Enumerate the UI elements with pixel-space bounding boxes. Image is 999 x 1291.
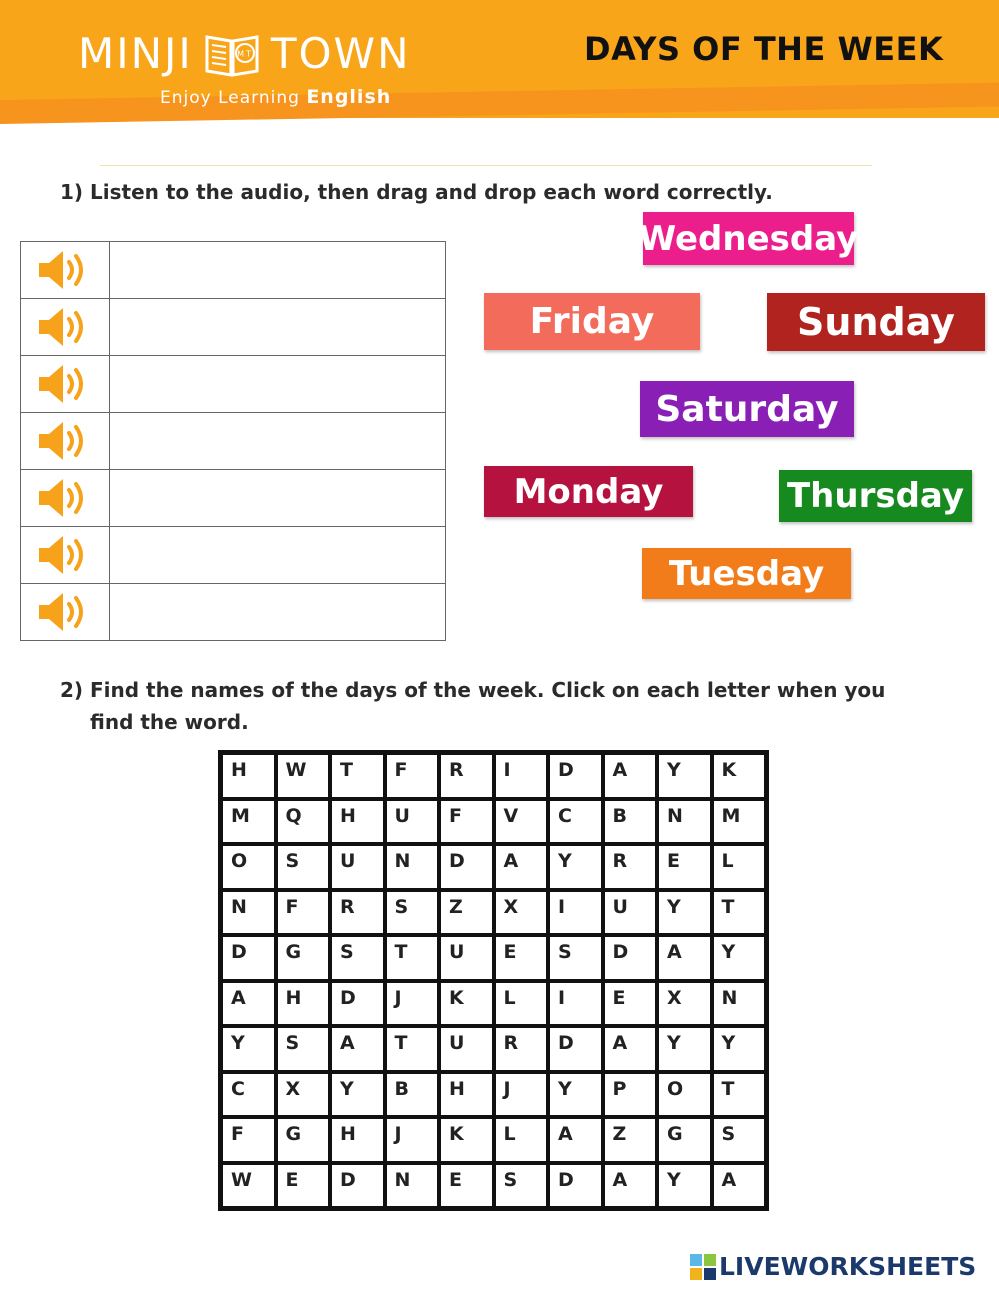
grid-cell[interactable]: U (439, 935, 494, 981)
speaker-icon[interactable] (21, 242, 110, 298)
audio-row (21, 413, 445, 470)
question-2-line2: find the word. (90, 710, 249, 734)
grid-cell[interactable]: A (494, 844, 549, 890)
grid-cell[interactable]: S (330, 935, 385, 981)
grid-cell[interactable]: J (385, 981, 440, 1027)
answer-drop-zone[interactable] (110, 413, 445, 469)
grid-cell[interactable]: E (439, 1163, 494, 1209)
grid-cell[interactable]: Y (657, 1026, 712, 1072)
grid-cell[interactable]: B (603, 799, 658, 845)
speaker-icon[interactable] (21, 584, 110, 640)
grid-cell[interactable]: D (439, 844, 494, 890)
grid-cell[interactable]: Z (603, 1117, 658, 1163)
grid-cell[interactable]: H (439, 1072, 494, 1118)
grid-cell[interactable]: E (603, 981, 658, 1027)
grid-cell[interactable]: D (330, 1163, 385, 1209)
grid-cell[interactable]: S (712, 1117, 767, 1163)
grid-cell[interactable]: U (330, 844, 385, 890)
speaker-icon[interactable] (21, 470, 110, 526)
question-1-text: 1) Listen to the audio, then drag and drop each word correctly. (60, 180, 773, 204)
liveworksheets-text: LIVEWORKSHEETS (719, 1252, 977, 1281)
grid-cell[interactable]: D (548, 1026, 603, 1072)
grid-cell[interactable]: A (712, 1163, 767, 1209)
grid-cell[interactable]: T (385, 935, 440, 981)
grid-cell[interactable]: N (657, 799, 712, 845)
grid-cell[interactable]: R (330, 890, 385, 936)
grid-cell[interactable]: H (330, 1117, 385, 1163)
grid-cell[interactable]: O (221, 844, 276, 890)
grid-cell[interactable]: S (494, 1163, 549, 1209)
grid-cell[interactable]: Y (657, 753, 712, 799)
tagline (160, 86, 391, 108)
word-tile-saturday[interactable]: Saturday (640, 381, 854, 437)
grid-cell[interactable]: Y (712, 1026, 767, 1072)
word-tile-friday[interactable]: Friday (484, 293, 700, 350)
grid-cell[interactable]: F (276, 890, 331, 936)
grid-cell[interactable]: A (603, 1026, 658, 1072)
speaker-icon[interactable] (21, 527, 110, 583)
answer-drop-zone[interactable] (110, 527, 445, 583)
grid-cell[interactable]: X (276, 1072, 331, 1118)
grid-cell[interactable]: U (439, 1026, 494, 1072)
grid-cell[interactable]: S (548, 935, 603, 981)
grid-cell[interactable]: C (221, 1072, 276, 1118)
grid-cell[interactable]: C (548, 799, 603, 845)
grid-cell[interactable]: A (603, 753, 658, 799)
answer-drop-zone[interactable] (110, 242, 445, 298)
grid-cell[interactable]: H (330, 799, 385, 845)
grid-cell[interactable]: E (494, 935, 549, 981)
answer-drop-zone[interactable] (110, 584, 445, 640)
page-title: DAYS OF THE WEEK (584, 30, 944, 68)
grid-cell[interactable]: B (385, 1072, 440, 1118)
grid-cell[interactable]: Y (657, 890, 712, 936)
grid-cell[interactable]: G (276, 1117, 331, 1163)
grid-cell[interactable]: F (221, 1117, 276, 1163)
grid-cell[interactable]: S (276, 844, 331, 890)
grid-cell[interactable]: A (548, 1117, 603, 1163)
grid-cell[interactable]: K (439, 981, 494, 1027)
grid-cell[interactable]: E (276, 1163, 331, 1209)
grid-cell[interactable]: L (494, 1117, 549, 1163)
grid-cell[interactable]: P (603, 1072, 658, 1118)
grid-cell[interactable]: A (603, 1163, 658, 1209)
grid-cell[interactable]: N (712, 981, 767, 1027)
grid-cell[interactable]: D (221, 935, 276, 981)
grid-cell[interactable]: U (385, 799, 440, 845)
grid-cell[interactable]: Y (712, 935, 767, 981)
grid-cell[interactable]: Y (330, 1072, 385, 1118)
answer-drop-zone[interactable] (110, 299, 445, 355)
grid-cell[interactable]: Y (657, 1163, 712, 1209)
grid-cell[interactable]: T (712, 1072, 767, 1118)
audio-row (21, 470, 445, 527)
brand-word-left: MINJI (78, 28, 193, 78)
grid-cell[interactable]: D (548, 753, 603, 799)
speaker-icon[interactable] (21, 299, 110, 355)
audio-row (21, 356, 445, 413)
book-badge-text: MT (236, 49, 253, 59)
grid-cell[interactable]: N (385, 844, 440, 890)
audio-row (21, 527, 445, 584)
grid-cell[interactable]: N (221, 890, 276, 936)
grid-cell[interactable]: D (603, 935, 658, 981)
book-icon (203, 29, 261, 77)
answer-drop-zone[interactable] (110, 470, 445, 526)
grid-cell[interactable]: T (385, 1026, 440, 1072)
answer-drop-zone[interactable] (110, 356, 445, 412)
word-search-grid (218, 750, 769, 1211)
grid-cell[interactable]: S (276, 1026, 331, 1072)
grid-cell[interactable]: L (494, 981, 549, 1027)
audio-row (21, 584, 445, 640)
word-tile-wednesday[interactable]: Wednesday (643, 212, 854, 265)
tagline-prefix: Enjoy Learning (160, 88, 300, 108)
grid-cell[interactable]: Z (439, 890, 494, 936)
grid-cell[interactable]: A (657, 935, 712, 981)
speaker-icon[interactable] (21, 413, 110, 469)
grid-cell[interactable]: G (276, 935, 331, 981)
grid-cell[interactable]: J (385, 1117, 440, 1163)
grid-cell[interactable]: M (221, 799, 276, 845)
liveworksheets-logo (690, 1252, 976, 1281)
grid-cell[interactable]: K (712, 753, 767, 799)
grid-cell[interactable]: R (439, 753, 494, 799)
grid-cell[interactable]: X (494, 890, 549, 936)
grid-cell[interactable]: T (330, 753, 385, 799)
grid-cell[interactable]: O (657, 1072, 712, 1118)
grid-cell[interactable]: R (494, 1026, 549, 1072)
grid-cell[interactable]: U (603, 890, 658, 936)
grid-cell[interactable]: F (439, 799, 494, 845)
grid-cell[interactable]: T (712, 890, 767, 936)
grid-cell[interactable]: Y (548, 1072, 603, 1118)
grid-cell[interactable]: W (276, 753, 331, 799)
grid-cell[interactable]: D (548, 1163, 603, 1209)
divider (100, 165, 872, 166)
speaker-icon[interactable] (21, 356, 110, 412)
grid-cell[interactable]: D (330, 981, 385, 1027)
grid-cell[interactable]: F (385, 753, 440, 799)
grid-cell[interactable]: A (330, 1026, 385, 1072)
audio-answer-table (20, 241, 446, 641)
grid-cell[interactable]: N (385, 1163, 440, 1209)
grid-cell[interactable]: A (221, 981, 276, 1027)
grid-cell[interactable]: Q (276, 799, 331, 845)
grid-cell[interactable]: I (548, 981, 603, 1027)
grid-cell[interactable]: K (439, 1117, 494, 1163)
tagline-bold: English (306, 86, 392, 108)
grid-cell[interactable]: Y (221, 1026, 276, 1072)
liveworksheets-mark-icon (690, 1254, 716, 1280)
brand-logo (78, 28, 411, 78)
grid-cell[interactable]: R (603, 844, 658, 890)
word-tile-monday[interactable]: Monday (484, 466, 693, 517)
grid-cell[interactable]: M (712, 799, 767, 845)
grid-cell[interactable]: H (221, 753, 276, 799)
grid-cell[interactable]: G (657, 1117, 712, 1163)
grid-cell[interactable]: H (276, 981, 331, 1027)
audio-row (21, 299, 445, 356)
grid-cell[interactable]: J (494, 1072, 549, 1118)
grid-cell[interactable]: V (494, 799, 549, 845)
word-tile-thursday[interactable]: Thursday (779, 470, 972, 522)
audio-row (21, 242, 445, 299)
grid-cell[interactable]: E (657, 844, 712, 890)
grid-cell[interactable]: Y (548, 844, 603, 890)
grid-cell[interactable]: W (221, 1163, 276, 1209)
word-tile-tuesday[interactable]: Tuesday (642, 548, 851, 599)
grid-cell[interactable]: I (548, 890, 603, 936)
grid-cell[interactable]: X (657, 981, 712, 1027)
grid-cell[interactable]: I (494, 753, 549, 799)
brand-word-right: TOWN (270, 28, 411, 78)
word-tile-sunday[interactable]: Sunday (767, 293, 985, 351)
question-2-line1: 2) Find the names of the days of the week. Click on each letter when you (60, 678, 886, 702)
grid-cell[interactable]: L (712, 844, 767, 890)
question-2-text (60, 674, 960, 738)
grid-cell[interactable]: S (385, 890, 440, 936)
